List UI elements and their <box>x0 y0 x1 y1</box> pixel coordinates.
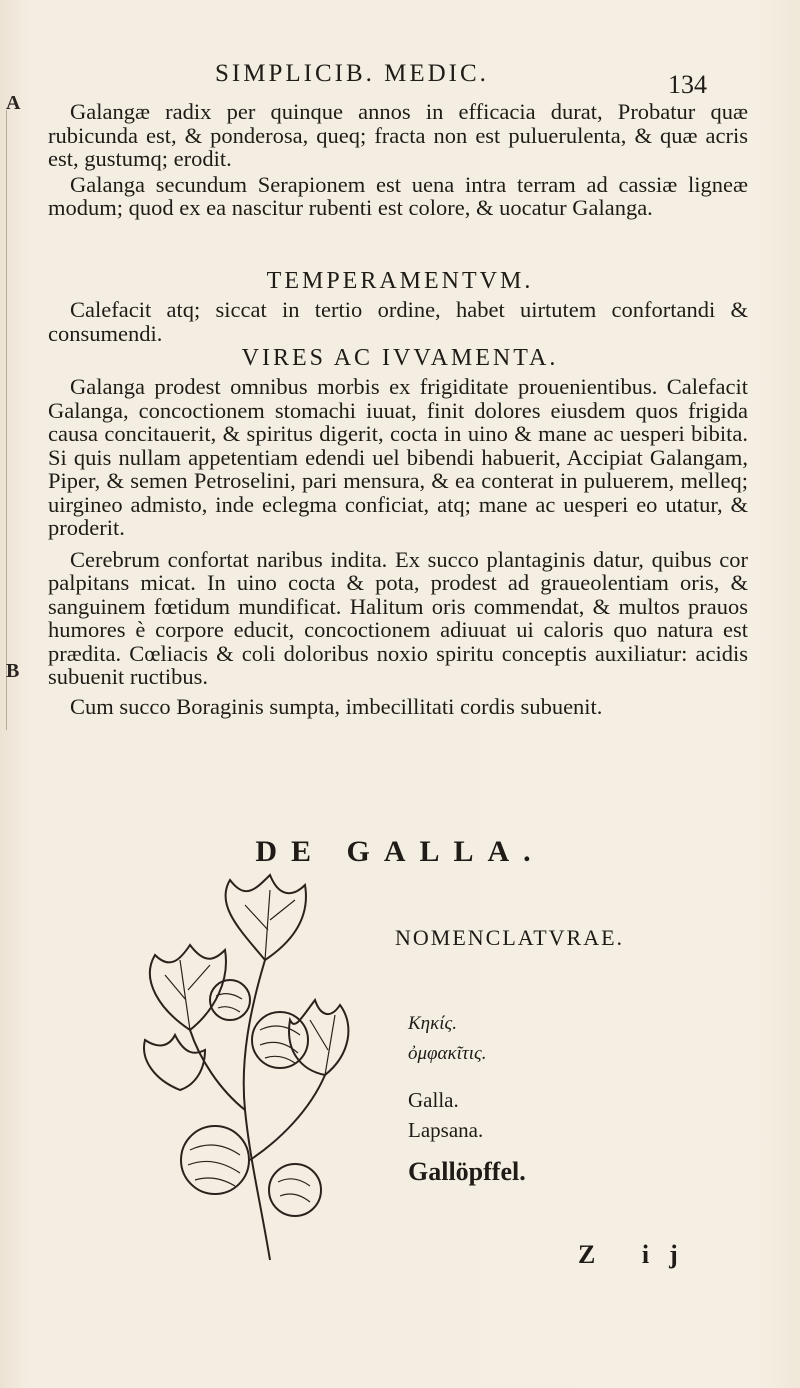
heading-temperamentum: TEMPERAMENTVM. <box>266 268 534 294</box>
name-latin-1: Galla. <box>408 1088 459 1112</box>
paragraph: Galanga prodest omnibus morbis ex frigiditate prouenientibus. Calefacit Galanga, concoctionem stomachi iuuat, finit dolores eiusdem quos frigida causa concitauerit, & spiritus digerit, cocta in uino & mane ac uesperi bibita. Si quis nullam appetentiam edendi uel bibendi habuerit, Accipiat Galangam, Piper, & semen Petroselini, pari mensura, & ea conterat in puluerem, melleq; uirgineo admisto, inde eclegma conficiat, atq; mane ac uesperi eo utatur, & proderit. <box>48 374 748 540</box>
heading-vires: VIRES AC IVVAMENTA. <box>241 345 559 371</box>
heading-de-galla: DE GALLA. <box>255 835 545 868</box>
paragraph: Galanga secundum Serapionem est uena intra terram ad cassiæ ligneæ modum; quod ex ea nascitur rubenti est colore, & uocatur Galanga. <box>48 171 748 220</box>
running-head: SIMPLICIB. MEDIC. <box>215 60 489 87</box>
paragraph: Cerebrum confortat naribus indita. Ex succo plantaginis datur, quibus cor palpitans micat. In uino cocta & pota, prodest ad graueolentiam oris, & sanguinem fœtidum mundificat. Halitum oris commendat, & multos prauos humores è corpore educit, concoctionem adiuuat ui caloris quo natura est prædita. Cœliacis & coli doloribus noxio spiritu conceptis auxiliatur: acidis subuenit ructibus. <box>48 546 748 689</box>
page-edge-shadow <box>6 110 7 730</box>
temperamentum-section <box>48 298 748 347</box>
signature-mark: Z ij <box>578 1240 698 1269</box>
margin-letter-b: B <box>6 660 20 682</box>
oak-gall-woodcut <box>120 860 360 1280</box>
paragraph: Galangæ radix per quinque annos in efficacia durat, Probatur quæ rubicunda est, & ponderosa, queq; fracta non est puluerulenta, & quæ acris est, gustumq; erodit. <box>48 99 748 171</box>
galanga-section <box>48 100 748 222</box>
nomenclature-list <box>408 1010 526 1188</box>
paragraph: Cum succo Boraginis sumpta, imbecillitati cordis subuenit. <box>70 693 603 719</box>
name-german: Gallöpffel. <box>408 1157 526 1186</box>
vires-section <box>48 375 748 720</box>
margin-letter-a: A <box>6 92 21 114</box>
nomenclature-heading: NOMENCLATVRAE. <box>395 925 625 950</box>
folio-number: 134 <box>668 70 707 99</box>
paragraph: Calefacit atq; siccat in tertio ordine, habet uirtutem confortandi & consumendi. <box>48 297 748 346</box>
name-greek-1: Κηκίς. <box>408 1013 457 1034</box>
name-greek-2: ὀμφακῖτις. <box>408 1043 487 1064</box>
name-latin-2: Lapsana. <box>408 1118 484 1142</box>
